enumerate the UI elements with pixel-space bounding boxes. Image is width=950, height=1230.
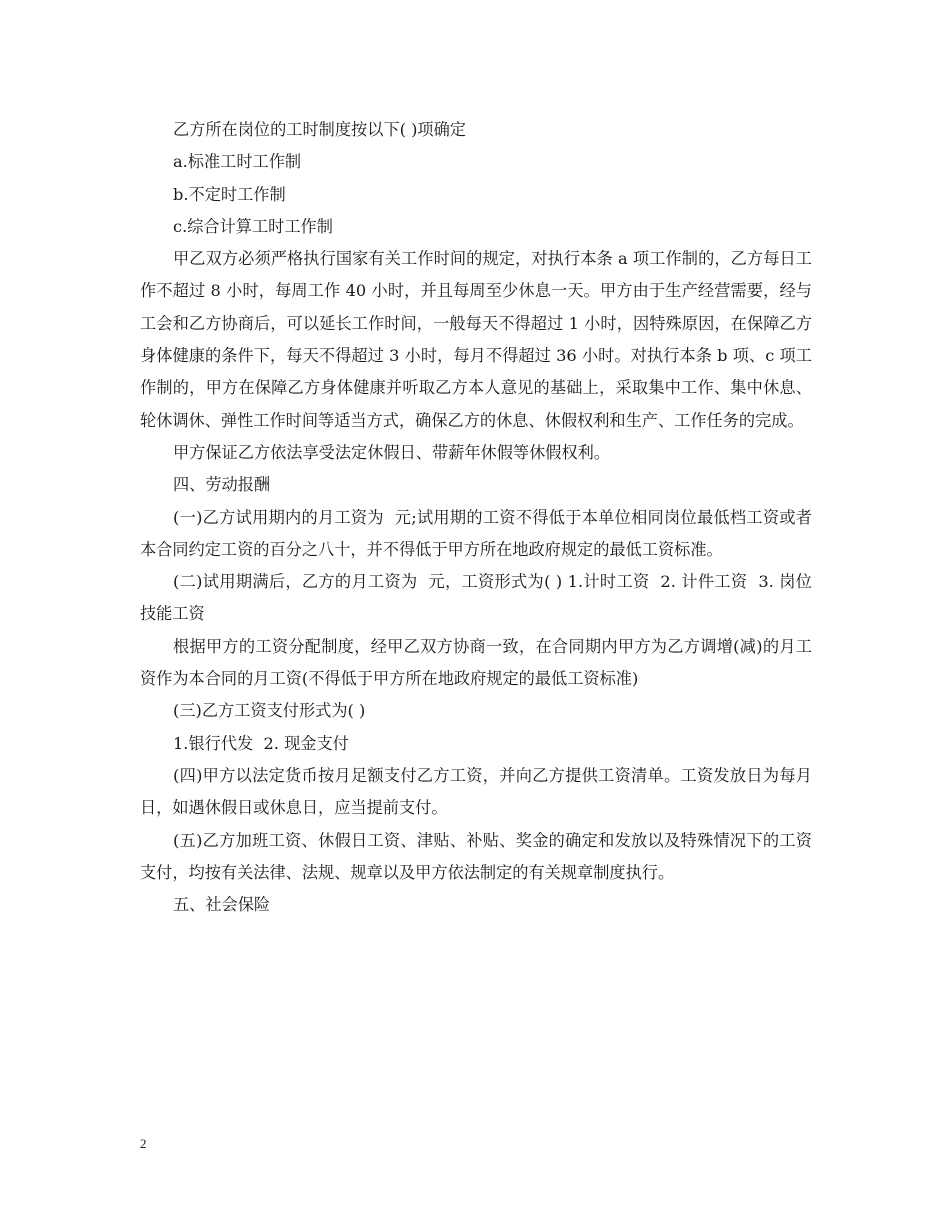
page-number: 2 bbox=[140, 1136, 147, 1151]
paragraph-payment-options: 1.银行代发 2. 现金支付 bbox=[173, 733, 349, 753]
paragraph-option-c: c.综合计算工时工作制 bbox=[173, 216, 333, 236]
paragraph-wage-adjustment: 根据甲方的工资分配制度，经甲乙双方协商一致，在合同期内甲方为乙方调增(减)的月工资作为本合同的月工资(不得低于甲方所在地政府规定的最低工资标准) bbox=[140, 636, 812, 689]
paragraph-payment-schedule: (四)甲方以法定货币按月足额支付乙方工资，并向乙方提供工资清单。工资发放日为每月 日，如遇休假日或休息日，应当提前支付。 bbox=[140, 765, 823, 818]
paragraph-post-probation-wage: (二)试用期满后，乙方的月工资为 元，工资形式为( ) 1.计时工资 2. 计件工资 3. 岗位技能工资 bbox=[140, 572, 812, 624]
paragraph-leave-rights: 甲方保证乙方依法享受法定休假日、带薪年休假等休假权利。 bbox=[173, 442, 611, 462]
section-heading-remuneration: 四、劳动报酬 bbox=[173, 475, 271, 495]
paragraph-overtime-pay: (五)乙方加班工资、休假日工资、津贴、补贴、奖金的确定和发放以及特殊情况下的工资支付，均按有关法律、法规、规章以及甲方依法制定的有关规章制度执行。 bbox=[140, 830, 812, 882]
document-body bbox=[140, 114, 823, 921]
paragraph-option-a: a.标准工时工作制 bbox=[173, 152, 302, 172]
paragraph-working-time-rules: 甲乙双方必须严格执行国家有关工作时间的规定，对执行本条 a 项工作制的，乙方每日工作不超过 8 小时，每周工作 40 小时，并且每周至少休息一天。甲方由于生产经营需要，经与工会和乙方协商后，可以延长工作时间，一般每天不得超过 1 小时，因特殊原因，在保障乙方身体健康的条件下，每天不得超过 3 小时，每月不得超过 36 小时。对执行本条 b 项、c 项工作制的，甲方在保障乙方身体健康并听取乙方本人意见的基础上，采取集中工作、集中休息、轮休调休、弹性工作时间等适当方式，确保乙方的休息、休假权利和生产、工作任务的完成。 bbox=[140, 249, 812, 430]
paragraph-payment-form: (三)乙方工资支付形式为( ) bbox=[173, 701, 366, 721]
section-heading-social-insurance: 五、社会保险 bbox=[173, 895, 271, 915]
paragraph-probation-wage: (一)乙方试用期内的月工资为 元;试用期的工资不得低于本单位相同岗位最低档工资或者本合同约定工资的百分之八十，并不得低于甲方所在地政府规定的最低工资标准。 bbox=[140, 507, 812, 559]
paragraph-work-hour-system: 乙方所在岗位的工时制度按以下( )项确定 bbox=[173, 120, 466, 139]
paragraph-option-b: b.不定时工作制 bbox=[173, 184, 286, 204]
